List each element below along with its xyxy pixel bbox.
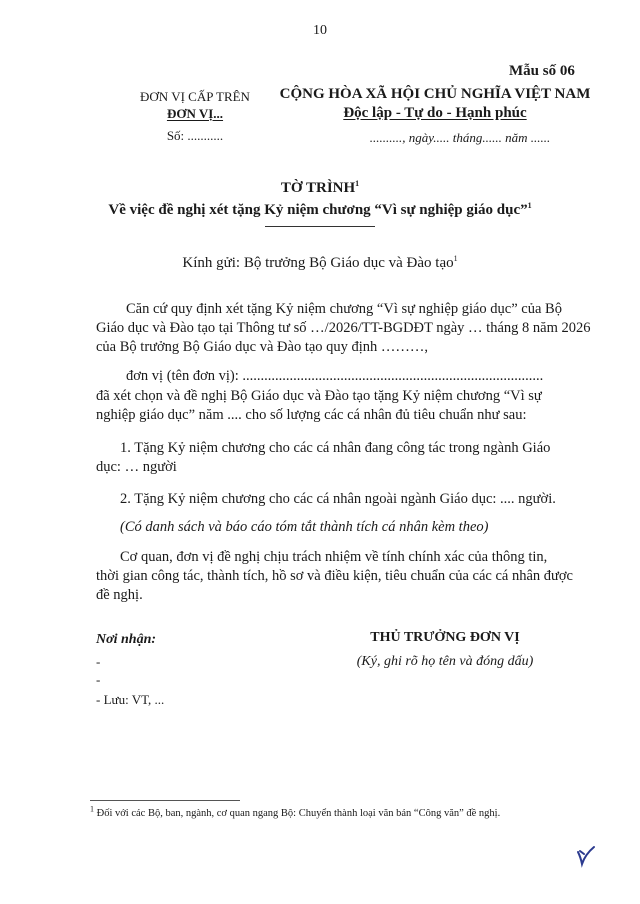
- item1-line1: 1. Tặng Kỷ niệm chương cho các cá nhân đang công tác trong ngành Giáo: [120, 440, 551, 456]
- page-number: 10: [313, 23, 327, 38]
- recipient-line: [0, 255, 640, 272]
- recipient-text: Kính gửi: Bộ trưởng Bộ Giáo dục và Đào tạo: [182, 255, 454, 271]
- body-p1-line3: của Bộ trưởng Bộ Giáo dục và Đào tạo quy định ………,: [96, 339, 429, 355]
- country-name: CỘNG HÒA XÃ HỘI CHỦ NGHĨA VIỆT NAM: [279, 86, 591, 102]
- document-subtitle: [0, 202, 640, 219]
- footnote-marker: 1: [90, 804, 94, 814]
- footnote: [90, 804, 501, 819]
- body-p1-line1: Căn cứ quy định xét tặng Kỷ niệm chương “Vì sự nghiệp giáo dục” của Bộ: [126, 301, 562, 317]
- body-p3-line3: đề nghị.: [96, 587, 143, 603]
- parent-unit: ĐƠN VỊ CẤP TRÊN: [140, 89, 250, 104]
- initial-signature-mark: [574, 842, 598, 872]
- subtitle-footnote-ref: 1: [527, 201, 532, 210]
- recipients-label: Nơi nhận:: [96, 632, 157, 647]
- unit-name: ĐƠN VỊ...: [166, 106, 224, 121]
- subtitle-text: Về việc đề nghị xét tặng Kỷ niệm chương “Vì sự nghiệp giáo dục”: [108, 202, 528, 218]
- document-number: Số: ...........: [166, 128, 224, 143]
- item1-line2: dục: … người: [96, 459, 177, 475]
- footnote-separator: [90, 800, 240, 801]
- attachment-note: (Có danh sách và báo cáo tóm tắt thành tích cá nhân kèm theo): [120, 519, 489, 535]
- body-p2-line3: nghiệp giáo dục” năm .... cho số lượng các cá nhân đủ tiêu chuẩn như sau:: [96, 407, 527, 423]
- recipient-item: -: [96, 672, 101, 687]
- body-p3-line2: thời gian công tác, thành tích, hồ sơ và điều kiện, tiêu chuẩn của các cá nhân được: [96, 568, 573, 584]
- form-number: Mẫu số 06: [509, 63, 575, 79]
- date-line: .........., ngày..... tháng...... năm ......: [369, 130, 551, 145]
- body-p2-line1: đơn vị (tên đơn vị): ...................................................................................: [126, 368, 544, 384]
- recipient-item: -: [96, 654, 101, 669]
- title-footnote-ref: 1: [355, 179, 360, 188]
- signature-title: THỦ TRƯỞNG ĐƠN VỊ: [370, 630, 520, 645]
- body-p3-line1: Cơ quan, đơn vị đề nghị chịu trách nhiệm về tính chính xác của thông tin,: [120, 549, 548, 565]
- footnote-text: Đối với các Bộ, ban, ngành, cơ quan ngang Bộ: Chuyển thành loại văn bản “Công văn” đề nghị.: [96, 808, 501, 819]
- signature-instruction: (Ký, ghi rõ họ tên và đóng dấu): [356, 654, 534, 669]
- body-p2-line2: đã xét chọn và đề nghị Bộ Giáo dục và Đào tạo tặng Kỷ niệm chương “Vì sự: [96, 388, 542, 404]
- recipient-footnote-ref: 1: [453, 254, 458, 263]
- document-title: [0, 180, 640, 197]
- motto: Độc lập - Tự do - Hạnh phúc: [343, 105, 527, 121]
- body-p1-line2: Giáo dục và Đào tạo tại Thông tư số …/2026/TT-BGDĐT ngày … tháng 8 năm 2026: [96, 320, 591, 336]
- title-underline: [265, 226, 375, 227]
- title-text: TỜ TRÌNH: [280, 180, 356, 196]
- item2: 2. Tặng Kỷ niệm chương cho các cá nhân ngoài ngành Giáo dục: .... người.: [120, 491, 556, 507]
- recipient-item: - Lưu: VT, ...: [96, 692, 165, 707]
